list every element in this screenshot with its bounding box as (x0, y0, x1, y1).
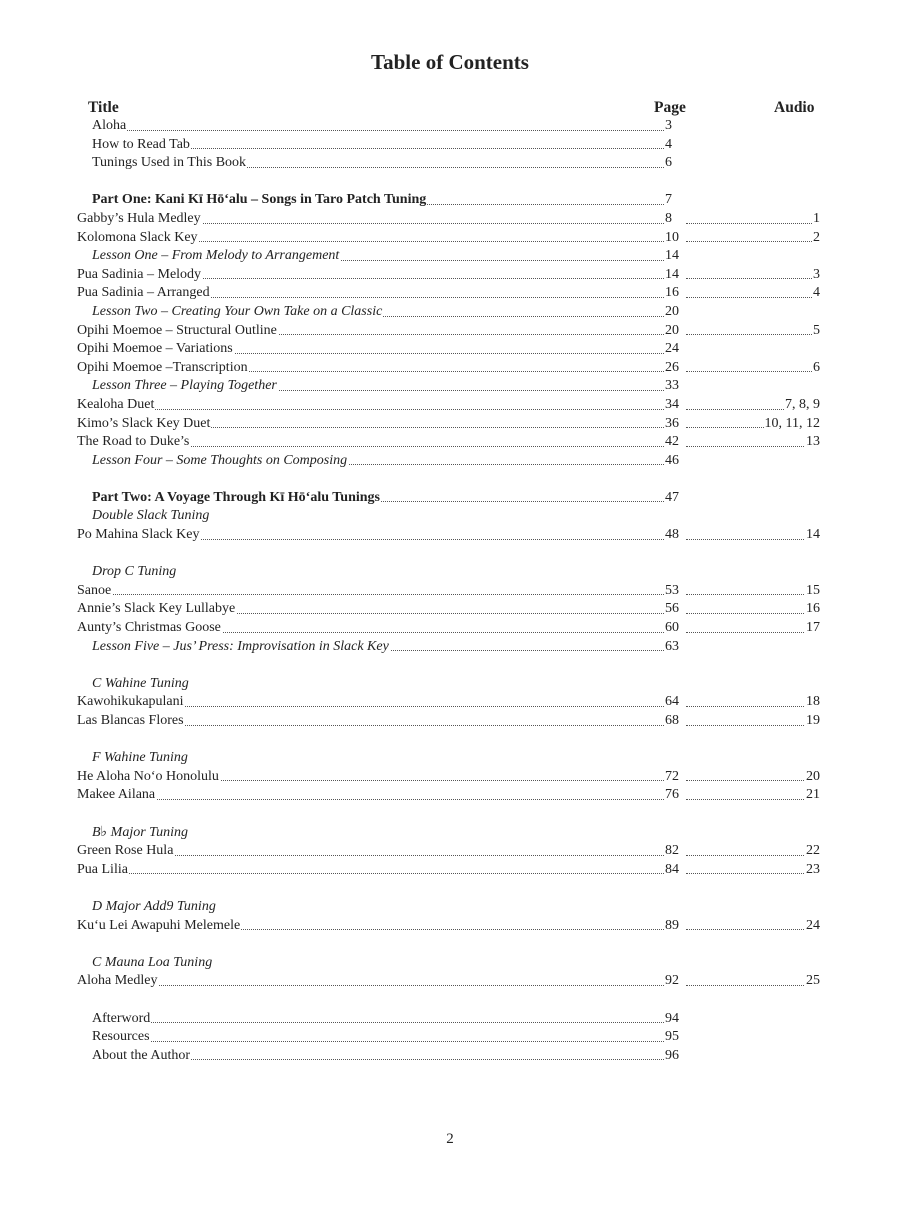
toc-entry (0, 117, 900, 136)
toc-entry-page: 16 (665, 285, 679, 301)
column-header-audio: Audio (774, 99, 815, 116)
toc-entry (0, 433, 900, 452)
toc-entry-title (77, 433, 664, 452)
toc-entry-audio-text: 21 (806, 787, 820, 803)
toc-entry-audio (686, 210, 820, 229)
toc-entry-title (77, 229, 664, 248)
toc-entry-title-text: Sanoe (77, 582, 112, 598)
spacer (0, 805, 900, 824)
toc-entry-page: 26 (665, 359, 679, 375)
toc-entry-page: 14 (665, 266, 679, 282)
toc-entry (0, 1028, 900, 1047)
toc-entry-title-text: Pua Sadinia – Arranged (77, 285, 210, 301)
toc-entry (0, 526, 900, 545)
toc-entry-title (92, 136, 664, 155)
toc-entry-page: 42 (665, 434, 679, 450)
toc-entry-title (92, 117, 664, 136)
toc-entry (0, 396, 900, 415)
toc-entry (0, 1010, 900, 1029)
toc-entry-title-text: Kawohikukapulani (77, 694, 184, 710)
toc-entry-page: 64 (665, 694, 679, 710)
toc-entry (0, 266, 900, 285)
toc-entry-title-text: Opihi Moemoe – Structural Outline (77, 322, 277, 338)
toc-entry-title (92, 824, 664, 843)
toc-entry-title-text: Annie’s Slack Key Lullabye (77, 601, 236, 617)
toc-entry-title (92, 1047, 664, 1066)
toc-entry-page: 8 (665, 210, 672, 226)
toc-entry (0, 693, 900, 712)
spacer (0, 731, 900, 750)
toc-entry-audio (686, 842, 820, 861)
toc-entry-title-text: D Major Add9 Tuning (92, 898, 216, 914)
toc-entry-page: 46 (665, 452, 679, 468)
toc-entry-page: 33 (665, 378, 679, 394)
toc-entry-title-text: Aloha (92, 118, 127, 133)
toc-entry-page: 7 (665, 192, 672, 208)
toc-entry (0, 712, 900, 731)
toc-entry-title-text: Opihi Moemoe – Variations (77, 341, 233, 357)
toc-entry-title-text: Pua Sadinia – Melody (77, 266, 202, 282)
toc-entry-page: 24 (665, 341, 679, 357)
toc-entry (0, 768, 900, 787)
toc-entry-title (77, 340, 664, 359)
toc-entry-audio-text: 14 (806, 527, 820, 543)
toc-entry (0, 247, 900, 266)
toc-entry-page: 60 (665, 620, 679, 636)
toc-entry-audio (686, 396, 820, 415)
toc-entry-title-text: B♭ Major Tuning (92, 824, 189, 840)
toc-entry (0, 191, 900, 210)
toc-entry-page: 10 (665, 229, 679, 245)
toc-entry-audio-text: 23 (806, 861, 820, 877)
page-number: 2 (446, 1131, 454, 1147)
toc-entry (0, 786, 900, 805)
toc-entry-title (77, 972, 664, 991)
toc-section-heading (0, 749, 900, 768)
toc-entry-title (77, 582, 664, 601)
toc-entry-audio-text: 3 (813, 266, 820, 282)
toc-entry (0, 1047, 900, 1066)
page-title: Table of Contents (371, 50, 529, 74)
toc-entry-title-text: About the Author (92, 1047, 190, 1063)
toc-entry (0, 322, 900, 341)
toc-list (0, 117, 900, 1065)
toc-entry-title-text: Lesson One – From Melody to Arrangement (92, 248, 340, 264)
toc-entry-title (77, 786, 664, 805)
toc-entry-title (77, 210, 664, 229)
toc-entry-title (77, 322, 664, 341)
toc-entry-audio (686, 600, 820, 619)
toc-entry-title-text: Kolomona Slack Key (77, 229, 198, 245)
toc-section-heading (0, 824, 900, 843)
toc-entry-audio (686, 972, 820, 991)
toc-entry-audio-text: 2 (813, 229, 820, 245)
toc-entry (0, 619, 900, 638)
column-header-page: Page (654, 99, 686, 116)
toc-entry-audio (686, 526, 820, 545)
column-header-title: Title (88, 99, 119, 116)
toc-entry-title (77, 359, 664, 378)
toc-entry-page: 72 (665, 768, 679, 784)
toc-entry (0, 210, 900, 229)
toc-entry-audio (686, 433, 820, 452)
toc-entry-title-text: Lesson Four – Some Thoughts on Composing (92, 452, 348, 468)
toc-entry-title (92, 1010, 664, 1029)
toc-entry (0, 917, 900, 936)
spacer (0, 879, 900, 898)
toc-entry-page: 20 (665, 322, 679, 338)
toc-entry-title (77, 415, 664, 434)
toc-entry-title (92, 898, 664, 917)
spacer (0, 470, 900, 489)
toc-entry-title-text: Makee Ailana (77, 787, 156, 803)
toc-entry-audio (686, 917, 820, 936)
toc-entry-audio-text: 5 (813, 322, 820, 338)
toc-entry-audio-text: 22 (806, 843, 820, 859)
toc-entry-title (77, 693, 664, 712)
toc-entry-title (77, 619, 664, 638)
toc-entry (0, 489, 900, 508)
toc-entry-page: 82 (665, 843, 679, 859)
toc-entry-title (92, 377, 664, 396)
spacer (0, 545, 900, 564)
toc-entry-title (77, 600, 664, 619)
toc-entry-title (77, 526, 664, 545)
toc-entry-title (92, 191, 664, 210)
toc-entry-page: 89 (665, 917, 679, 933)
toc-entry-title (92, 954, 664, 973)
toc-entry-title-text: Drop C Tuning (92, 564, 177, 580)
toc-entry-title-text: How to Read Tab (92, 136, 190, 152)
toc-entry-title-text: Part Two: A Voyage Through Kī Hō‘alu Tunings (92, 489, 381, 505)
toc-entry-title (92, 1028, 664, 1047)
toc-entry-page: 84 (665, 861, 679, 877)
toc-entry (0, 154, 900, 173)
toc-entry-audio (686, 266, 820, 285)
toc-entry-title (92, 507, 664, 526)
toc-entry-title (92, 749, 664, 768)
toc-entry-title-text: He Aloha No‘o Honolulu (77, 768, 219, 784)
toc-entry-title (92, 247, 664, 266)
toc-entry-audio (686, 582, 820, 601)
toc-entry-title-text: Aloha Medley (77, 973, 158, 989)
toc-entry (0, 229, 900, 248)
toc-entry-title-text: Part One: Kani Kī Hō‘alu – Songs in Taro Patch Tuning (92, 192, 427, 208)
toc-entry-title-text: Tunings Used in This Book (92, 155, 247, 171)
toc-entry-audio (686, 322, 820, 341)
toc-entry-audio-text: 13 (806, 434, 820, 450)
toc-entry-title (92, 452, 664, 471)
toc-entry-page: 94 (665, 1010, 679, 1026)
spacer (0, 935, 900, 954)
toc-entry (0, 359, 900, 378)
toc-section-heading (0, 563, 900, 582)
toc-entry-title-text: Double Slack Tuning (92, 508, 210, 524)
toc-entry-title (77, 917, 664, 936)
toc-entry-title (92, 638, 664, 657)
toc-entry-title (77, 266, 664, 285)
toc-entry-page: 36 (665, 415, 679, 431)
spacer (0, 173, 900, 192)
toc-entry-page: 56 (665, 601, 679, 617)
toc-entry-title (92, 489, 664, 508)
toc-entry-title-text: F Wahine Tuning (92, 750, 188, 766)
toc-entry-audio-text: 20 (806, 768, 820, 784)
toc-entry-audio-text: 18 (806, 694, 820, 710)
toc-entry-audio (686, 415, 820, 434)
toc-entry-audio (686, 786, 820, 805)
toc-entry-audio (686, 712, 820, 731)
toc-entry-audio-text: 7, 8, 9 (785, 396, 820, 412)
spacer (0, 991, 900, 1010)
spacer (0, 656, 900, 675)
toc-entry-title-text: C Mauna Loa Tuning (92, 954, 213, 970)
toc-entry-title-text: Resources (92, 1029, 150, 1045)
toc-entry-page: 96 (665, 1047, 679, 1063)
toc-entry-title-text: Lesson Five – Jus’ Press: Improvisation in Slack Key (92, 638, 389, 654)
toc-entry-title-text: Kimo’s Slack Key Duet (77, 415, 211, 431)
toc-entry-page: 3 (665, 118, 672, 133)
toc-entry-audio-text: 24 (806, 917, 820, 933)
toc-entry (0, 638, 900, 657)
toc-entry-audio (686, 619, 820, 638)
toc-entry-audio (686, 284, 820, 303)
toc-entry-audio-text: 15 (806, 582, 820, 598)
toc-entry-audio (686, 229, 820, 248)
toc-entry-title-text: Opihi Moemoe –Transcription (77, 359, 248, 375)
toc-entry (0, 303, 900, 322)
toc-entry-page: 20 (665, 303, 679, 319)
toc-entry-page: 6 (665, 155, 672, 171)
toc-entry-page: 95 (665, 1029, 679, 1045)
toc-entry-page: 63 (665, 638, 679, 654)
toc-entry-title (92, 303, 664, 322)
toc-entry-title-text: C Wahine Tuning (92, 675, 189, 691)
toc-entry-title-text: Pua Lilia (77, 861, 128, 877)
toc-entry-audio-text: 4 (813, 285, 820, 301)
toc-entry-title-text: Aunty’s Christmas Goose (77, 620, 221, 636)
toc-entry-title-text: Las Blancas Flores (77, 713, 184, 728)
toc-entry-audio (686, 693, 820, 712)
toc-entry (0, 340, 900, 359)
toc-entry-audio-text: 1 (813, 210, 820, 226)
toc-entry-title (77, 768, 664, 787)
toc-entry-audio-text: 10, 11, 12 (764, 415, 820, 431)
toc-section-heading (0, 954, 900, 973)
toc-entry-title-text: Po Mahina Slack Key (77, 527, 200, 543)
toc-entry-audio (686, 359, 820, 378)
toc-section-heading (0, 898, 900, 917)
toc-entry-page: 92 (665, 973, 679, 989)
toc-entry-audio (686, 861, 820, 880)
toc-entry-page: 53 (665, 582, 679, 598)
toc-entry (0, 600, 900, 619)
toc-entry-audio-text: 6 (813, 359, 820, 375)
toc-entry-audio-text: 19 (806, 713, 820, 728)
toc-entry (0, 452, 900, 471)
toc-entry-audio (686, 768, 820, 787)
toc-entry (0, 861, 900, 880)
toc-entry-page: 47 (665, 489, 679, 505)
toc-entry-audio-text: 25 (806, 973, 820, 989)
toc-entry (0, 377, 900, 396)
toc-entry (0, 136, 900, 155)
toc-entry-audio-text: 16 (806, 601, 820, 617)
toc-section-heading (0, 507, 900, 526)
toc-entry-title-text: Lesson Three – Playing Together (92, 378, 277, 394)
toc-entry-page: 68 (665, 713, 679, 728)
toc-entry-title-text: Green Rose Hula (77, 843, 174, 859)
toc-entry-title (77, 396, 664, 415)
toc-section-heading (0, 675, 900, 694)
toc-entry-page: 14 (665, 248, 679, 264)
toc-entry-page: 76 (665, 787, 679, 803)
toc-entry (0, 582, 900, 601)
toc-entry (0, 842, 900, 861)
toc-entry-title (77, 284, 664, 303)
toc-entry-title-text: The Road to Duke’s (77, 434, 190, 450)
toc-entry (0, 972, 900, 991)
toc-entry-title (77, 712, 664, 731)
toc-entry-title (77, 842, 664, 861)
toc-entry-page: 4 (665, 136, 672, 152)
toc-entry (0, 284, 900, 303)
toc-entry-title (92, 154, 664, 173)
toc-entry-title (92, 675, 664, 694)
toc-entry-title-text: Gabby’s Hula Medley (77, 210, 201, 226)
toc-entry-title-text: Kealoha Duet (77, 396, 155, 412)
toc-entry-title-text: Lesson Two – Creating Your Own Take on a Classic (92, 303, 383, 319)
toc-entry-page: 48 (665, 527, 679, 543)
toc-entry-page: 34 (665, 396, 679, 412)
toc-entry-audio-text: 17 (806, 620, 820, 636)
toc-entry-title (92, 563, 664, 582)
toc-entry (0, 415, 900, 434)
toc-entry-title-text: Ku‘u Lei Awapuhi Melemele (77, 917, 241, 933)
toc-entry-title-text: Afterword (92, 1010, 151, 1026)
toc-entry-title (77, 861, 664, 880)
